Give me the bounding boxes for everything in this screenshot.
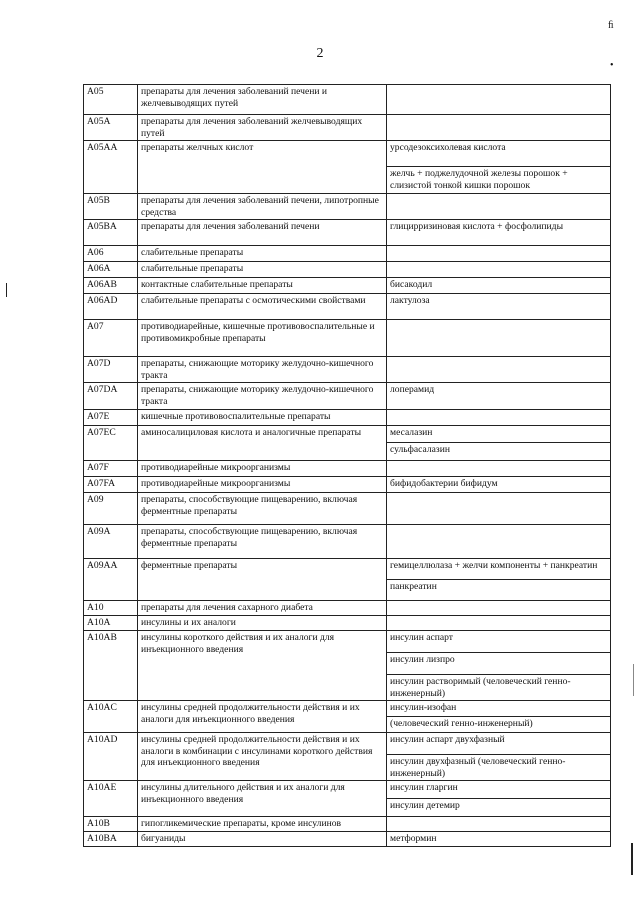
table-row: [84, 701, 611, 717]
atc-code-cell: A07DA: [84, 383, 138, 410]
atc-group-cell: препараты для лечения заболеваний печени: [138, 220, 387, 246]
atc-group-cell: препараты желчных кислот: [138, 141, 387, 194]
atc-code-cell: A06AB: [84, 278, 138, 294]
atc-group-cell: инсулины длительного действия и их аналоги для инъекционного введения: [138, 781, 387, 817]
atc-group-cell: препараты, снижающие моторику желудочно-кишечного тракта: [138, 383, 387, 410]
drug-name-cell: лоперамид: [387, 383, 611, 410]
drug-name-cell: [387, 616, 611, 631]
table-row: [84, 141, 611, 167]
drug-name-cell: инсулин растворимый (человеческий генно-инженерный): [387, 675, 611, 701]
table-row: [84, 616, 611, 631]
atc-table-body: [84, 85, 611, 847]
drug-name-cell: [387, 320, 611, 357]
atc-code-cell: A05BA: [84, 220, 138, 246]
table-row: [84, 781, 611, 799]
atc-group-cell: контактные слабительные препараты: [138, 278, 387, 294]
table-row: [84, 220, 611, 246]
atc-code-cell: A05B: [84, 194, 138, 220]
atc-group-cell: препараты для лечения заболеваний печени, липотропные средства: [138, 194, 387, 220]
atc-code-cell: A09: [84, 493, 138, 525]
atc-code-cell: A10AB: [84, 631, 138, 701]
atc-code-cell: A09A: [84, 525, 138, 559]
atc-group-cell: инсулины средней продолжительности действия и их аналоги для инъекционного введения: [138, 701, 387, 733]
drug-name-cell: бифидобактерии бифидум: [387, 477, 611, 493]
table-row: [84, 85, 611, 115]
scan-margin-line-right-small: [633, 664, 634, 696]
drug-name-cell: [387, 461, 611, 477]
table-row: [84, 278, 611, 294]
drug-name-cell: [387, 357, 611, 383]
drug-name-cell: инсулин аспарт: [387, 631, 611, 653]
table-row: [84, 493, 611, 525]
atc-group-cell: аминосалициловая кислота и аналогичные препараты: [138, 426, 387, 461]
atc-code-cell: A05AA: [84, 141, 138, 194]
drug-name-cell: урсодезоксихолевая кислота: [387, 141, 611, 167]
drug-name-cell: (человеческий генно-инженерный): [387, 717, 611, 733]
table-row: [84, 601, 611, 616]
scan-mark-dot: •: [610, 60, 614, 71]
atc-group-cell: противодиарейные, кишечные противовоспалительные и противомикробные препараты: [138, 320, 387, 357]
atc-group-cell: препараты для лечения сахарного диабета: [138, 601, 387, 616]
atc-group-cell: кишечные противовоспалительные препараты: [138, 410, 387, 426]
atc-code-cell: A10AE: [84, 781, 138, 817]
drug-name-cell: [387, 85, 611, 115]
atc-code-cell: A06AD: [84, 294, 138, 320]
drug-name-cell: [387, 115, 611, 141]
table-row: [84, 320, 611, 357]
drug-name-cell: [387, 246, 611, 262]
atc-group-cell: ферментные препараты: [138, 559, 387, 601]
drug-name-cell: панкреатин: [387, 580, 611, 601]
drug-name-cell: метформин: [387, 831, 611, 846]
atc-group-cell: слабительные препараты: [138, 262, 387, 278]
atc-group-cell: препараты, снижающие моторику желудочно-кишечного тракта: [138, 357, 387, 383]
atc-code-cell: A10BA: [84, 831, 138, 846]
drug-name-cell: [387, 262, 611, 278]
scan-margin-line-left: [6, 283, 7, 297]
drug-name-cell: глицирризиновая кислота + фосфолипиды: [387, 220, 611, 246]
drug-name-cell: инсулин аспарт двухфазный: [387, 733, 611, 755]
drug-name-cell: [387, 194, 611, 220]
drug-name-cell: [387, 410, 611, 426]
scan-margin-line-right: [631, 843, 633, 875]
atc-code-cell: A06A: [84, 262, 138, 278]
drug-name-cell: [387, 525, 611, 559]
table-row: [84, 559, 611, 580]
table-row: [84, 115, 611, 141]
atc-code-cell: A10B: [84, 817, 138, 832]
table-row: [84, 383, 611, 410]
atc-code-cell: A10AC: [84, 701, 138, 733]
table-row: [84, 262, 611, 278]
drug-name-cell: инсулин двухфазный (человеческий генно-инженерный): [387, 755, 611, 781]
atc-code-cell: A07: [84, 320, 138, 357]
atc-code-cell: A07E: [84, 410, 138, 426]
atc-group-cell: гипогликемические препараты, кроме инсулинов: [138, 817, 387, 832]
drug-name-cell: инсулин гларгин: [387, 781, 611, 799]
atc-code-cell: A10AD: [84, 733, 138, 781]
atc-group-cell: препараты, способствующие пищеварению, включая ферментные препараты: [138, 525, 387, 559]
drug-name-cell: желчь + поджелудочной железы порошок + слизистой тонкой кишки порошок: [387, 167, 611, 194]
drug-name-cell: лактулоза: [387, 294, 611, 320]
table-row: [84, 194, 611, 220]
table-row: [84, 477, 611, 493]
atc-group-cell: слабительные препараты: [138, 246, 387, 262]
atc-group-cell: инсулины и их аналоги: [138, 616, 387, 631]
atc-group-cell: препараты, способствующие пищеварению, включая ферментные препараты: [138, 493, 387, 525]
drug-name-cell: сульфасалазин: [387, 443, 611, 461]
atc-code-cell: A07F: [84, 461, 138, 477]
atc-group-cell: слабительные препараты с осмотическими свойствами: [138, 294, 387, 320]
atc-drug-table: [83, 84, 611, 847]
table-row: [84, 461, 611, 477]
drug-name-cell: [387, 817, 611, 832]
drug-name-cell: [387, 493, 611, 525]
table-row: [84, 525, 611, 559]
drug-name-cell: инсулин-изофан: [387, 701, 611, 717]
atc-group-cell: препараты для лечения заболеваний желчевыводящих путей: [138, 115, 387, 141]
drug-name-cell: бисакодил: [387, 278, 611, 294]
atc-code-cell: A05: [84, 85, 138, 115]
atc-code-cell: A05A: [84, 115, 138, 141]
table-row: [84, 426, 611, 443]
atc-code-cell: A10: [84, 601, 138, 616]
atc-group-cell: бигуаниды: [138, 831, 387, 846]
table-row: [84, 246, 611, 262]
atc-group-cell: препараты для лечения заболеваний печени и желчевыводящих путей: [138, 85, 387, 115]
atc-code-cell: A10A: [84, 616, 138, 631]
table-row: [84, 631, 611, 653]
atc-code-cell: A09AA: [84, 559, 138, 601]
table-row: [84, 410, 611, 426]
atc-group-cell: противодиарейные микроорганизмы: [138, 477, 387, 493]
drug-name-cell: гемицеллюлаза + желчи компоненты + панкреатин: [387, 559, 611, 580]
drug-name-cell: инсулин лизпро: [387, 653, 611, 675]
atc-group-cell: инсулины короткого действия и их аналоги для инъекционного введения: [138, 631, 387, 701]
drug-name-cell: [387, 601, 611, 616]
table-row: [84, 817, 611, 832]
atc-code-cell: A06: [84, 246, 138, 262]
table-row: [84, 733, 611, 755]
atc-code-cell: A07D: [84, 357, 138, 383]
atc-code-cell: A07FA: [84, 477, 138, 493]
table-row: [84, 831, 611, 846]
atc-group-cell: противодиарейные микроорганизмы: [138, 461, 387, 477]
drug-name-cell: месалазин: [387, 426, 611, 443]
atc-group-cell: инсулины средней продолжительности действия и их аналоги в комбинации с инсулинами короткого действия для инъекционного введения: [138, 733, 387, 781]
table-row: [84, 294, 611, 320]
atc-code-cell: A07EC: [84, 426, 138, 461]
page-number: 2: [316, 46, 324, 61]
drug-name-cell: инсулин детемир: [387, 799, 611, 817]
scan-mark-corner: ﬁ: [608, 20, 614, 31]
table-row: [84, 357, 611, 383]
